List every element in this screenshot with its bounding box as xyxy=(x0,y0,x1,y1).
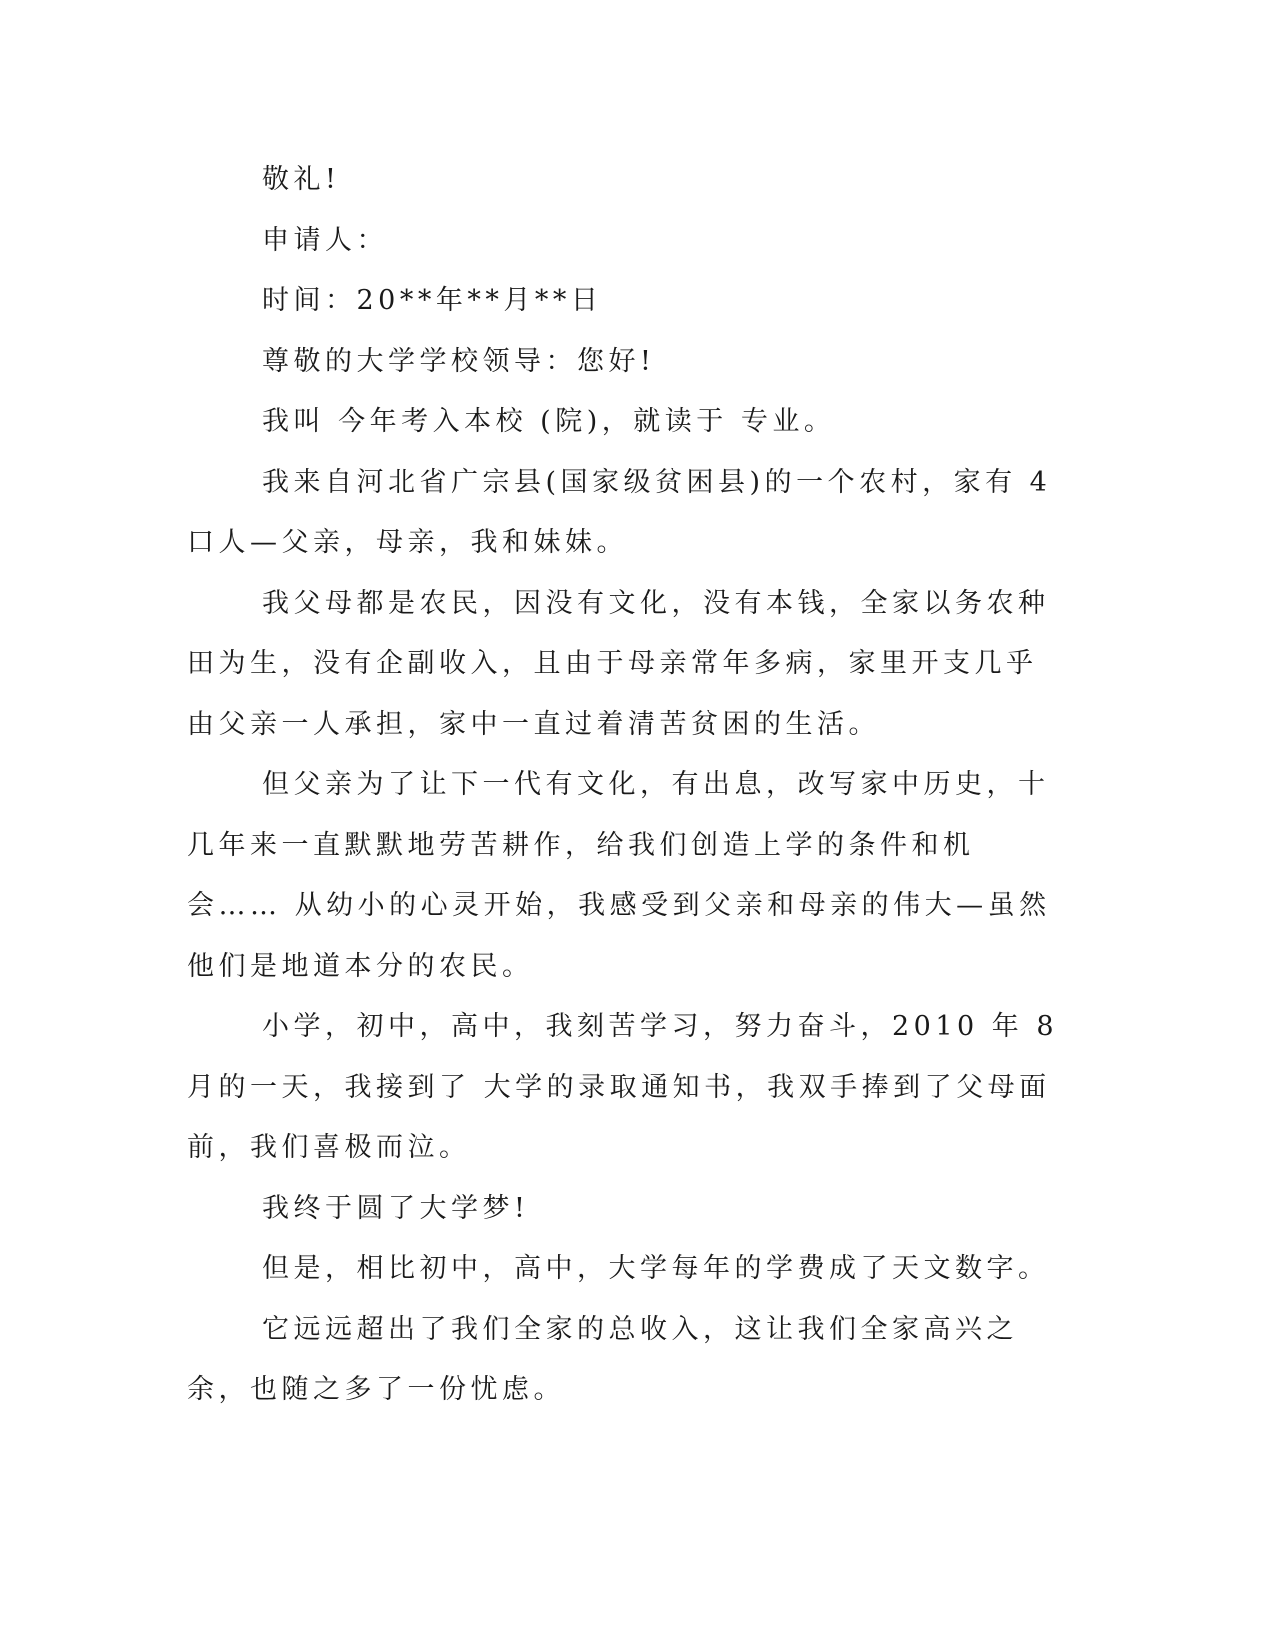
tuition-paragraph: 但是，相比初中，高中，大学每年的学费成了天文数字。 xyxy=(262,1253,1050,1284)
closing-salutation: 敬礼! xyxy=(262,164,341,195)
dream-paragraph: 我终于圆了大学梦! xyxy=(262,1192,530,1224)
date-line: 时间：20**年**月**日 xyxy=(262,285,603,316)
father-paragraph: 但父亲为了让下一代有文化，有出息，改写家中历史，十几年来一直默默地劳苦耕作，给我们创造上学的条件和机会…… 从幼小的心灵开始，我感受到父亲和母亲的伟大—虽然他们是地道本分的农民。 xyxy=(187,769,1051,982)
admission-paragraph: 小学，初中，高中，我刻苦学习，努力奋斗，2010 年 8 月的一天，我接到了 大学的录取通知书，我双手捧到了父母面前，我们喜极而泣。 xyxy=(187,1011,1059,1163)
greeting-line: 尊敬的大学学校领导：您好! xyxy=(262,345,656,377)
document-body xyxy=(187,150,1067,1421)
family-paragraph: 我来自河北省广宗县(国家级贫困县)的一个农村，家有 4 口人—父亲，母亲，我和妹妹。 xyxy=(187,466,1052,558)
worry-paragraph: 它远远超出了我们全家的总收入，这让我们全家高兴之余，也随之多了一份忧虑。 xyxy=(187,1313,1018,1405)
parents-paragraph: 我父母都是农民，因没有文化，没有本钱，全家以务农种田为生，没有企副收入，且由于母亲常年多病，家里开支几乎由父亲一人承担，家中一直过着清苦贫困的生活。 xyxy=(187,587,1050,740)
intro-paragraph: 我叫 今年考入本校 (院)，就读于 专业。 xyxy=(262,406,836,437)
applicant-line: 申请人： xyxy=(262,224,388,256)
